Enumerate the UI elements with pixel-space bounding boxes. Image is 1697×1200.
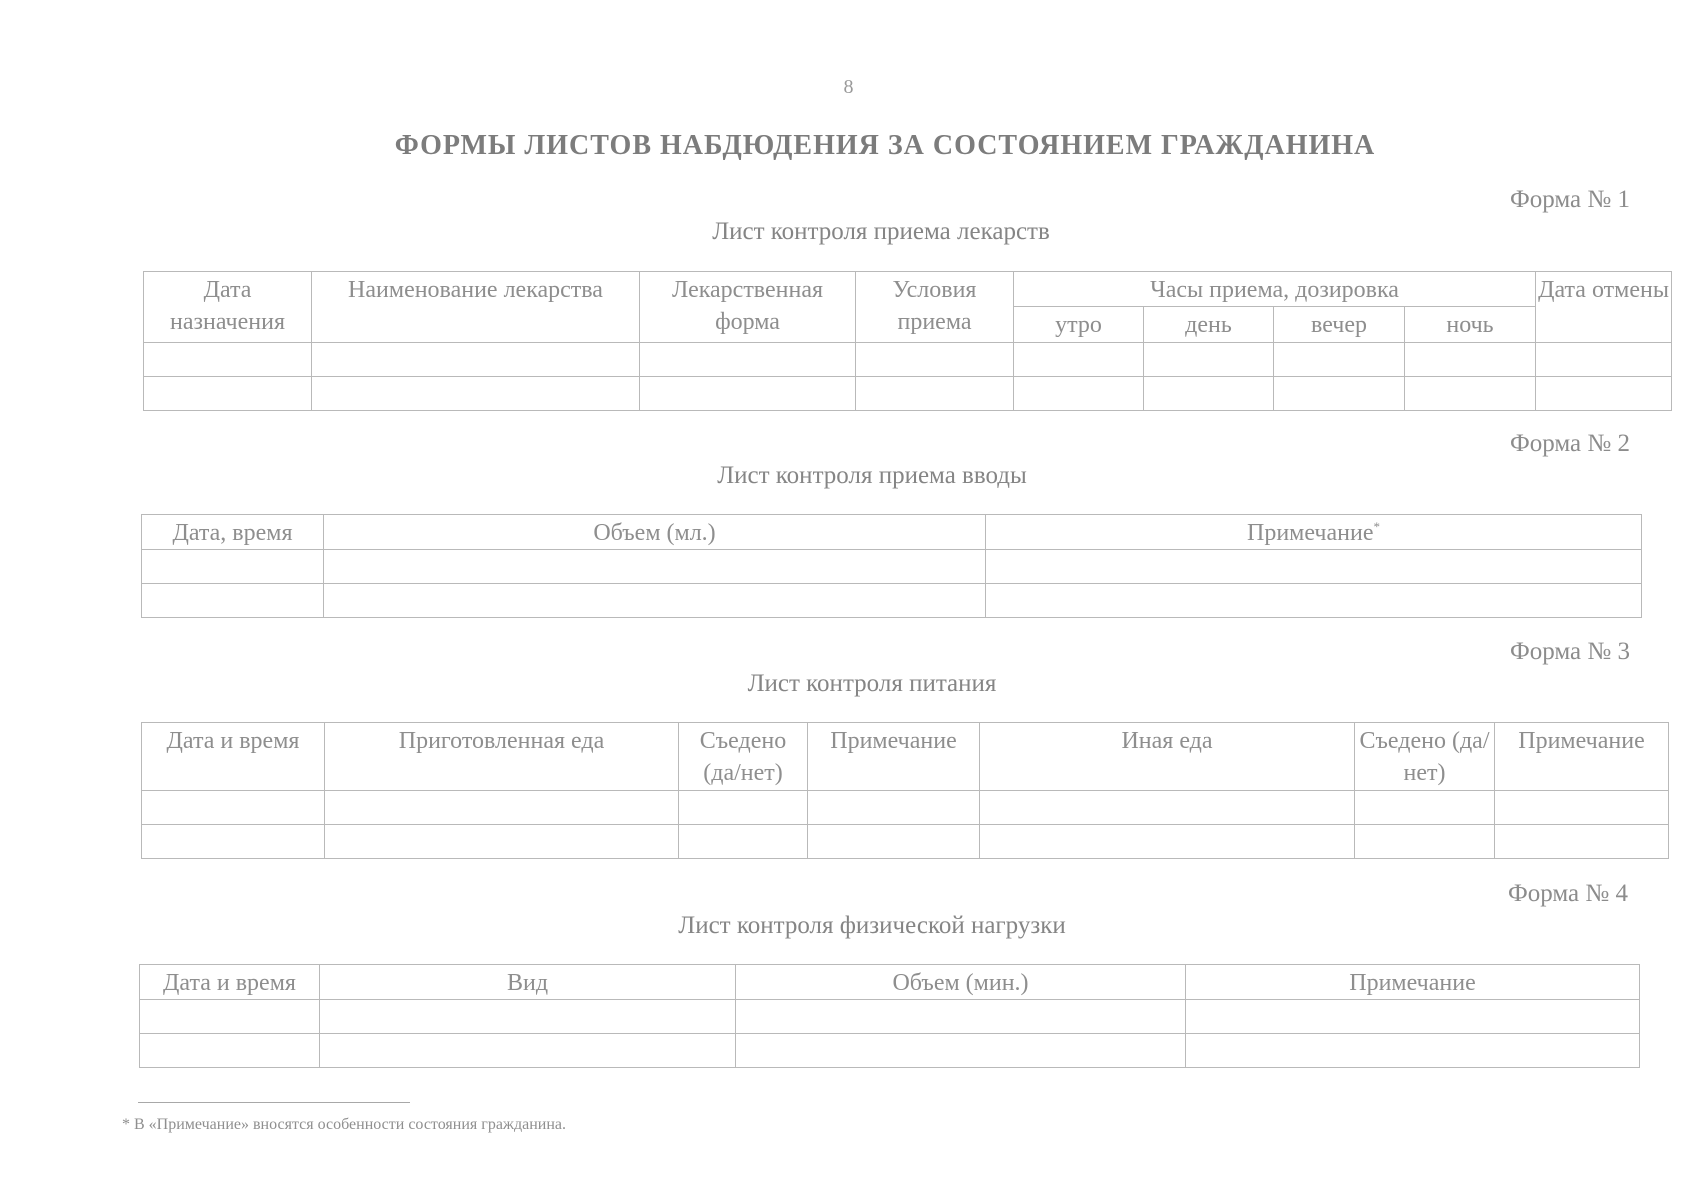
form-3-label: Форма № 3: [1510, 638, 1630, 665]
empty-cell: [1186, 1034, 1640, 1068]
page-number: 8: [843, 76, 854, 98]
form-4-table: [139, 964, 1640, 1068]
empty-cell: [325, 791, 679, 825]
form-1-title: Лист контроля приема лекарств: [712, 218, 1050, 245]
empty-cell: [1144, 377, 1274, 411]
empty-cell: [320, 1034, 736, 1068]
form-1-label: Форма № 1: [1510, 186, 1630, 213]
empty-cell: [736, 1000, 1186, 1034]
header-kind: Вид: [320, 965, 736, 1000]
footnote: * В «Примечание» вносятся особенности состояния гражданина.: [122, 1116, 566, 1133]
header-datetime: Дата, время: [142, 515, 324, 550]
header-note: [986, 515, 1642, 550]
header-volume: Объем (мл.): [324, 515, 986, 550]
header-night: ночь: [1405, 307, 1536, 343]
empty-cell: [980, 791, 1355, 825]
header-conditions: Условия приема: [856, 272, 1014, 343]
header-evening: вечер: [1274, 307, 1405, 343]
form-3-title: Лист контроля питания: [747, 670, 997, 697]
empty-cell: [980, 825, 1355, 859]
empty-cell: [144, 377, 312, 411]
empty-cell: [1274, 377, 1405, 411]
empty-cell: [640, 343, 856, 377]
empty-cell: [679, 825, 808, 859]
empty-cell: [1274, 343, 1405, 377]
header-note: Примечание: [1186, 965, 1640, 1000]
header-date-cancel: Дата отмены: [1536, 272, 1672, 343]
form-2-title: Лист контроля приема вводы: [717, 462, 1027, 489]
empty-cell: [142, 550, 324, 584]
empty-cell: [986, 584, 1642, 618]
empty-cell: [140, 1000, 320, 1034]
page-title: ФОРМЫ ЛИСТОВ НАБДЮДЕНИЯ ЗА СОСТОЯНИЕМ ГРАЖДАНИНА: [394, 130, 1376, 161]
empty-cell: [1536, 343, 1672, 377]
empty-cell: [324, 550, 986, 584]
header-datetime: Дата и время: [140, 965, 320, 1000]
empty-cell: [856, 377, 1014, 411]
header-day: день: [1144, 307, 1274, 343]
header-note: Примечание: [808, 723, 980, 791]
empty-cell: [1144, 343, 1274, 377]
empty-cell: [1186, 1000, 1640, 1034]
empty-cell: [679, 791, 808, 825]
header-note-other: Примечание: [1495, 723, 1669, 791]
empty-cell: [142, 584, 324, 618]
header-drug-name: Наименование лекарства: [312, 272, 640, 343]
empty-cell: [324, 584, 986, 618]
empty-cell: [325, 825, 679, 859]
header-note-text: Примечание: [1247, 520, 1374, 546]
empty-cell: [1495, 825, 1669, 859]
empty-cell: [320, 1000, 736, 1034]
empty-cell: [1405, 377, 1536, 411]
empty-cell: [142, 825, 325, 859]
footnote-mark: *: [1373, 519, 1380, 534]
form-3-table: [141, 722, 1669, 859]
empty-cell: [1405, 343, 1536, 377]
empty-cell: [312, 343, 640, 377]
empty-cell: [1495, 791, 1669, 825]
form-2-label: Форма № 2: [1510, 430, 1630, 457]
header-volume: Объем (мин.): [736, 965, 1186, 1000]
header-date-assigned: Дата назначения: [144, 272, 312, 343]
header-morning: утро: [1014, 307, 1144, 343]
form-4-label: Форма № 4: [1508, 880, 1628, 907]
empty-cell: [640, 377, 856, 411]
header-other-food: Иная еда: [980, 723, 1355, 791]
header-prepared-food: Приготовленная еда: [325, 723, 679, 791]
form-2-table: [141, 514, 1642, 618]
empty-cell: [140, 1034, 320, 1068]
form-1-table: [143, 271, 1672, 411]
empty-cell: [312, 377, 640, 411]
header-dosage-form: Лекарственная форма: [640, 272, 856, 343]
header-eaten: Съедено (да/нет): [679, 723, 808, 791]
empty-cell: [856, 343, 1014, 377]
empty-cell: [1355, 825, 1495, 859]
empty-cell: [144, 343, 312, 377]
footnote-divider: [138, 1102, 410, 1103]
empty-cell: [986, 550, 1642, 584]
empty-cell: [736, 1034, 1186, 1068]
empty-cell: [1014, 377, 1144, 411]
empty-cell: [808, 791, 980, 825]
header-datetime: Дата и время: [142, 723, 325, 791]
form-4-title: Лист контроля физической нагрузки: [678, 912, 1066, 939]
empty-cell: [142, 791, 325, 825]
empty-cell: [1014, 343, 1144, 377]
header-hours-dosage: Часы приема, дозировка: [1014, 272, 1536, 307]
empty-cell: [808, 825, 980, 859]
empty-cell: [1355, 791, 1495, 825]
empty-cell: [1536, 377, 1672, 411]
header-eaten-other: Съедено (да/нет): [1355, 723, 1495, 791]
